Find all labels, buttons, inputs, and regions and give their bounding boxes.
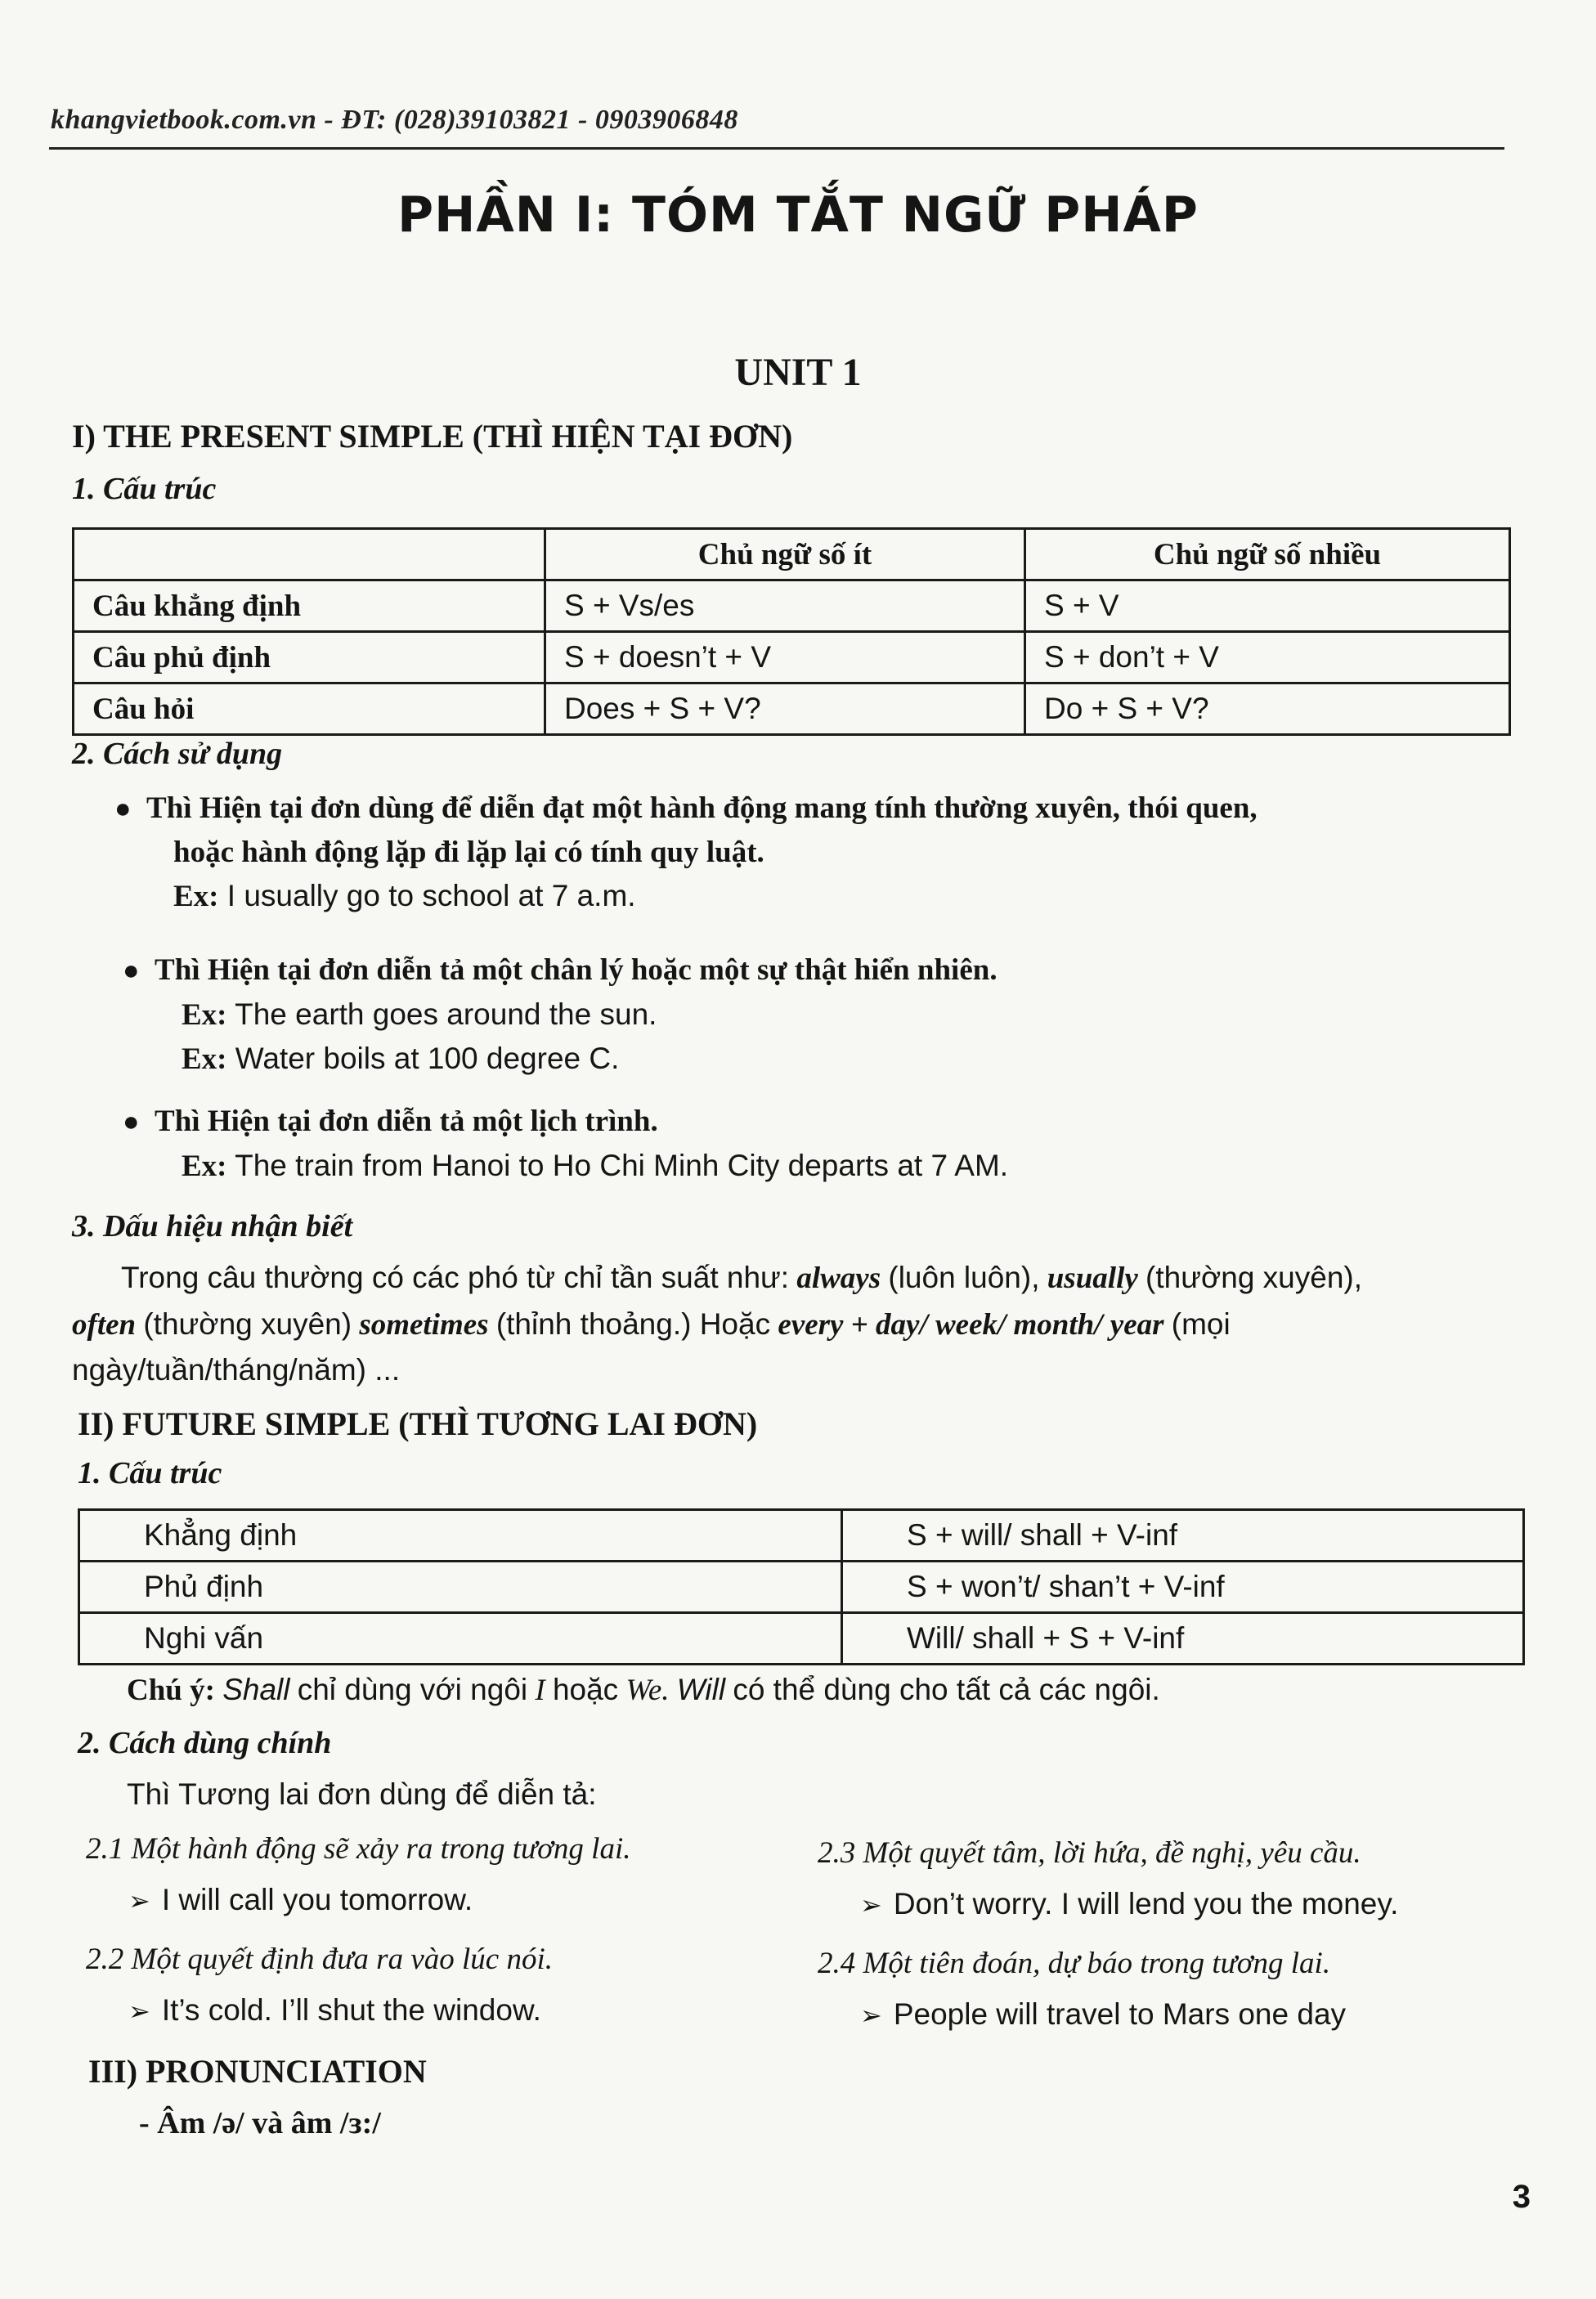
table-row xyxy=(74,529,1510,580)
pronunciation-item: - Âm /ə/ và âm /ɜ:/ xyxy=(139,2106,381,2140)
use-example: Don’t worry. I will lend you the money. xyxy=(893,1886,1399,1920)
table-cell xyxy=(74,529,545,580)
use-title: 2.1 Một hành động sẽ xảy ra trong tương lai. xyxy=(86,1832,631,1866)
example-label: Ex: xyxy=(182,1042,227,1077)
arrow-bullet-icon: ➢ xyxy=(128,1885,150,1916)
table-cell: Do + S + V? xyxy=(1025,683,1510,735)
use-item xyxy=(86,1827,789,1921)
usage-text: Thì Hiện tại đơn dùng để diễn đạt một hành động mang tính thường xuyên, thói quen, xyxy=(146,791,1258,825)
example-label: Ex: xyxy=(182,1149,227,1183)
table-cell: Does + S + V? xyxy=(545,683,1025,735)
use-title: 2.4 Một tiên đoán, dự báo trong tương lai. xyxy=(818,1947,1331,1980)
note-keyword: Will xyxy=(676,1673,726,1706)
example-text: Water boils at 100 degree C. xyxy=(235,1042,620,1076)
note-text: có thể dùng cho tất cả các ngôi. xyxy=(733,1673,1160,1706)
table-cell: Câu hỏi xyxy=(74,683,545,735)
table-cell: S + don’t + V xyxy=(1025,632,1510,683)
page-title: PHẦN I: TÓM TẮT NGỮ PHÁP xyxy=(397,186,1199,244)
usage-label-future: 2. Cách dùng chính xyxy=(78,1726,332,1760)
table-header: Chủ ngữ số ít xyxy=(545,529,1025,580)
use-item xyxy=(818,1831,1537,1925)
usage-item xyxy=(114,786,1521,919)
table-cell: Nghi vấn xyxy=(79,1613,842,1665)
unit-title: UNIT 1 xyxy=(734,351,862,394)
table-cell: Khẳng định xyxy=(79,1510,842,1562)
table-cell: Will/ shall + S + V-inf xyxy=(842,1613,1524,1665)
signs-text: (thường xuyên) xyxy=(143,1306,352,1341)
table-cell: Câu khẳng định xyxy=(74,580,545,632)
table-cell: S + V xyxy=(1025,580,1510,632)
use-title: 2.2 Một quyết định đưa ra vào lúc nói. xyxy=(86,1943,553,1976)
signs-text: (thỉnh thoảng.) Hoặc xyxy=(495,1306,771,1341)
table-row xyxy=(79,1510,1524,1562)
arrow-bullet-icon: ➢ xyxy=(860,1889,882,1920)
example-label: Ex: xyxy=(182,997,227,1032)
note-label: Chú ý: xyxy=(127,1674,215,1707)
table-header: Chủ ngữ số nhiều xyxy=(1025,529,1510,580)
example-text: I usually go to school at 7 a.m. xyxy=(226,879,636,913)
signs-paragraph xyxy=(72,1255,1519,1393)
table-row xyxy=(74,683,1510,735)
example-text: The earth goes around the sun. xyxy=(235,997,657,1031)
signs-text: Trong câu thường có các phó từ chỉ tần suất như: xyxy=(121,1261,790,1294)
table-cell: Câu phủ định xyxy=(74,632,545,683)
keyword: sometimes xyxy=(359,1307,489,1342)
arrow-bullet-icon: ➢ xyxy=(860,2000,882,2030)
usage-item xyxy=(123,1100,1521,1188)
usage-item xyxy=(123,948,1521,1082)
table-cell: S + doesn’t + V xyxy=(545,632,1025,683)
table-cell: S + won’t/ shan’t + V-inf xyxy=(842,1562,1524,1613)
usage-text: Thì Hiện tại đơn diễn tả một chân lý hoặc một sự thật hiển nhiên. xyxy=(155,953,998,987)
note-keyword: I xyxy=(535,1674,545,1707)
table-row xyxy=(74,580,1510,632)
signs-text: (luôn luôn), xyxy=(888,1261,1040,1294)
section-pronunciation: III) PRONUNCIATION xyxy=(88,2053,427,2090)
signs-text: (thường xuyên), xyxy=(1145,1261,1363,1294)
keyword: often xyxy=(72,1307,137,1342)
arrow-bullet-icon: ➢ xyxy=(128,1996,150,2026)
usage-text-cont: hoặc hành động lặp đi lặp lại có tính quy luật. xyxy=(173,835,764,869)
bullet-icon: ● xyxy=(123,1107,140,1137)
usage-label: 2. Cách sử dụng xyxy=(72,737,283,771)
structure-label: 1. Cấu trúc xyxy=(72,472,217,506)
table-cell: Phủ định xyxy=(79,1562,842,1613)
present-simple-table xyxy=(72,527,1511,736)
signs-label: 3. Dấu hiệu nhận biết xyxy=(72,1209,353,1244)
example-label: Ex: xyxy=(173,880,219,914)
use-example: It’s cold. I’ll shut the window. xyxy=(161,1992,541,2027)
page-number: 3 xyxy=(1512,2179,1531,2215)
use-item xyxy=(86,1938,789,2032)
example-text: The train from Hanoi to Ho Chi Minh City departs at 7 AM. xyxy=(235,1148,1009,1182)
keyword: every + day/ week/ month/ year xyxy=(778,1307,1164,1342)
signs-text: ngày/tuần/tháng/năm) ... xyxy=(72,1353,401,1387)
table-row xyxy=(79,1562,1524,1613)
note-keyword: Shall xyxy=(222,1673,290,1706)
table-row xyxy=(79,1613,1524,1665)
usage-text: Thì Hiện tại đơn diễn tả một lịch trình. xyxy=(155,1105,658,1138)
use-title: 2.3 Một quyết tâm, lời hứa, đề nghị, yêu cầu. xyxy=(818,1836,1361,1870)
structure-label-future: 1. Cấu trúc xyxy=(78,1456,222,1490)
header-rule xyxy=(49,147,1504,150)
note-text: chỉ dùng với ngôi xyxy=(297,1673,528,1706)
site-header: khangvietbook.com.vn - ĐT: (028)39103821 - 0903906848 xyxy=(51,105,738,135)
signs-text: (mọi xyxy=(1171,1306,1231,1341)
section-present-simple: I) THE PRESENT SIMPLE (THÌ HIỆN TẠI ĐƠN) xyxy=(72,418,793,455)
use-item xyxy=(818,1942,1537,2036)
use-example: People will travel to Mars one day xyxy=(893,1996,1347,2031)
table-cell: S + Vs/es xyxy=(545,580,1025,632)
table-row xyxy=(74,632,1510,683)
bullet-icon: ● xyxy=(123,956,140,986)
keyword: always xyxy=(796,1262,881,1295)
note-text: hoặc xyxy=(552,1673,619,1706)
bullet-icon: ● xyxy=(114,794,132,824)
future-simple-table xyxy=(78,1508,1525,1665)
use-example: I will call you tomorrow. xyxy=(161,1882,473,1916)
note xyxy=(127,1668,1160,1713)
table-cell: S + will/ shall + V-inf xyxy=(842,1510,1524,1562)
keyword: usually xyxy=(1047,1262,1138,1295)
section-future-simple: II) FUTURE SIMPLE (THÌ TƯƠNG LAI ĐƠN) xyxy=(78,1405,758,1442)
note-keyword: We. xyxy=(625,1674,670,1707)
usage-intro: Thì Tương lai đơn dùng để diễn tả: xyxy=(127,1777,597,1811)
